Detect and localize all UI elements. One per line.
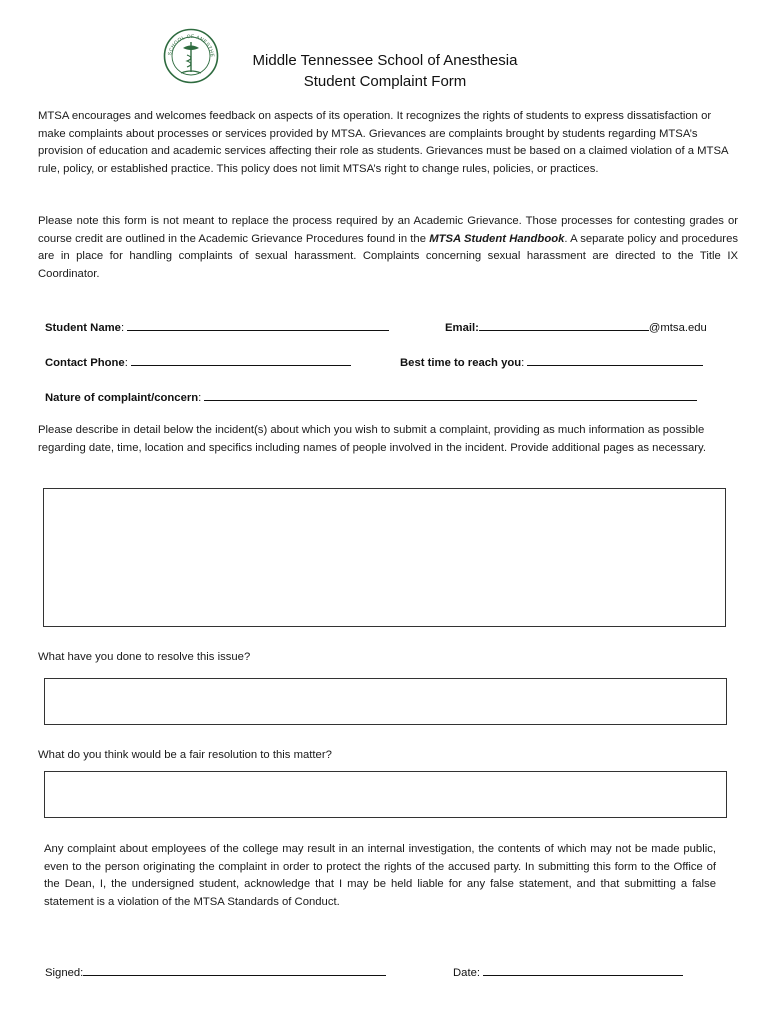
best-time-label: Best time to reach you	[400, 357, 522, 369]
intro-paragraph-2-text-b: . A separate policy and procedures are in place for handling complaints of sexual harassment. Complaints concerning sexual harassment are directed to the Title IX Coordinator.	[38, 232, 738, 280]
describe-instructions: Please describe in detail below the incident(s) about which you wish to submit a complaint, providing as much information as possible regarding date, time, location and specifics including names of people involved in the incident. Provide additional pages as necessary.	[38, 424, 706, 454]
email-field	[445, 318, 707, 336]
resolve-attempt-box[interactable]	[44, 678, 727, 725]
contact-phone-input-line[interactable]	[131, 353, 351, 366]
best-time-field	[400, 353, 703, 371]
signature-input-line[interactable]	[83, 963, 386, 976]
email-domain-suffix: @mtsa.edu	[648, 322, 707, 334]
incident-description-box[interactable]	[43, 488, 726, 627]
disclaimer-paragraph: Any complaint about employees of the college may result in an internal investigation, the contents of which may not be made public, even to the person originating the complaint in order to protect the rights of the accused party. In submitting this form to the Office of the Dean, I, the undersigned student, acknowledge that I may be held liable for any false statement, and that submitting a false statement is a violation of the MTSA Standards of Conduct.	[44, 843, 716, 908]
email-label: Email:	[445, 322, 479, 334]
signature-field	[45, 963, 386, 981]
intro-paragraph-2-text-a: Please note this form is not meant to replace the process required by an Academic Grievance. Those processes for contesting grades or course credit are outlined in the Academic Grievance Procedures found in the	[38, 215, 738, 245]
nature-label: Nature of complaint/concern	[45, 392, 199, 404]
contact-phone-label: Contact Phone	[45, 357, 125, 369]
nature-input-line[interactable]	[204, 388, 697, 401]
nature-colon: :	[198, 392, 202, 404]
student-name-colon: :	[120, 322, 125, 334]
email-input-line[interactable]	[479, 318, 649, 331]
contact-phone-field	[45, 353, 351, 371]
date-input-line[interactable]	[483, 963, 683, 976]
student-name-label: Student Name	[45, 322, 121, 334]
best-time-colon: :	[521, 357, 525, 369]
contact-phone-colon: :	[124, 357, 128, 369]
best-time-input-line[interactable]	[527, 353, 703, 366]
resolve-attempt-question: What have you done to resolve this issue?	[38, 651, 251, 663]
student-name-field	[45, 318, 389, 336]
student-name-input-line[interactable]	[127, 318, 389, 331]
school-name: Middle Tennessee School of Anesthesia	[252, 52, 518, 69]
signed-label: Signed:	[45, 967, 84, 979]
intro-paragraph-2	[38, 213, 738, 283]
date-label: Date:	[453, 967, 481, 979]
handbook-reference: MTSA Student Handbook	[429, 232, 565, 245]
intro-paragraph-1: MTSA encourages and welcomes feedback on aspects of its operation. It recognizes the rights of students to express dissatisfaction or make complaints about processes or services provided by MTSA. Grievances are complaints brought by students regarding MTSA’s provision of education and academic services affecting their role as students. Grievances must be based on a claimed violation of a MTSA rule, policy, or established practice. This policy does not limit MTSA’s right to change rules, policies, or practices.	[38, 110, 728, 175]
form-title: Student Complaint Form	[303, 73, 467, 90]
fair-resolution-question: What do you think would be a fair resolution to this matter?	[38, 749, 332, 761]
seal-text: SCHOOL OF ANESTHE	[167, 33, 216, 58]
nature-of-complaint-field	[45, 388, 697, 406]
date-field	[453, 963, 683, 981]
form-header	[200, 50, 570, 92]
fair-resolution-box[interactable]	[44, 771, 727, 818]
